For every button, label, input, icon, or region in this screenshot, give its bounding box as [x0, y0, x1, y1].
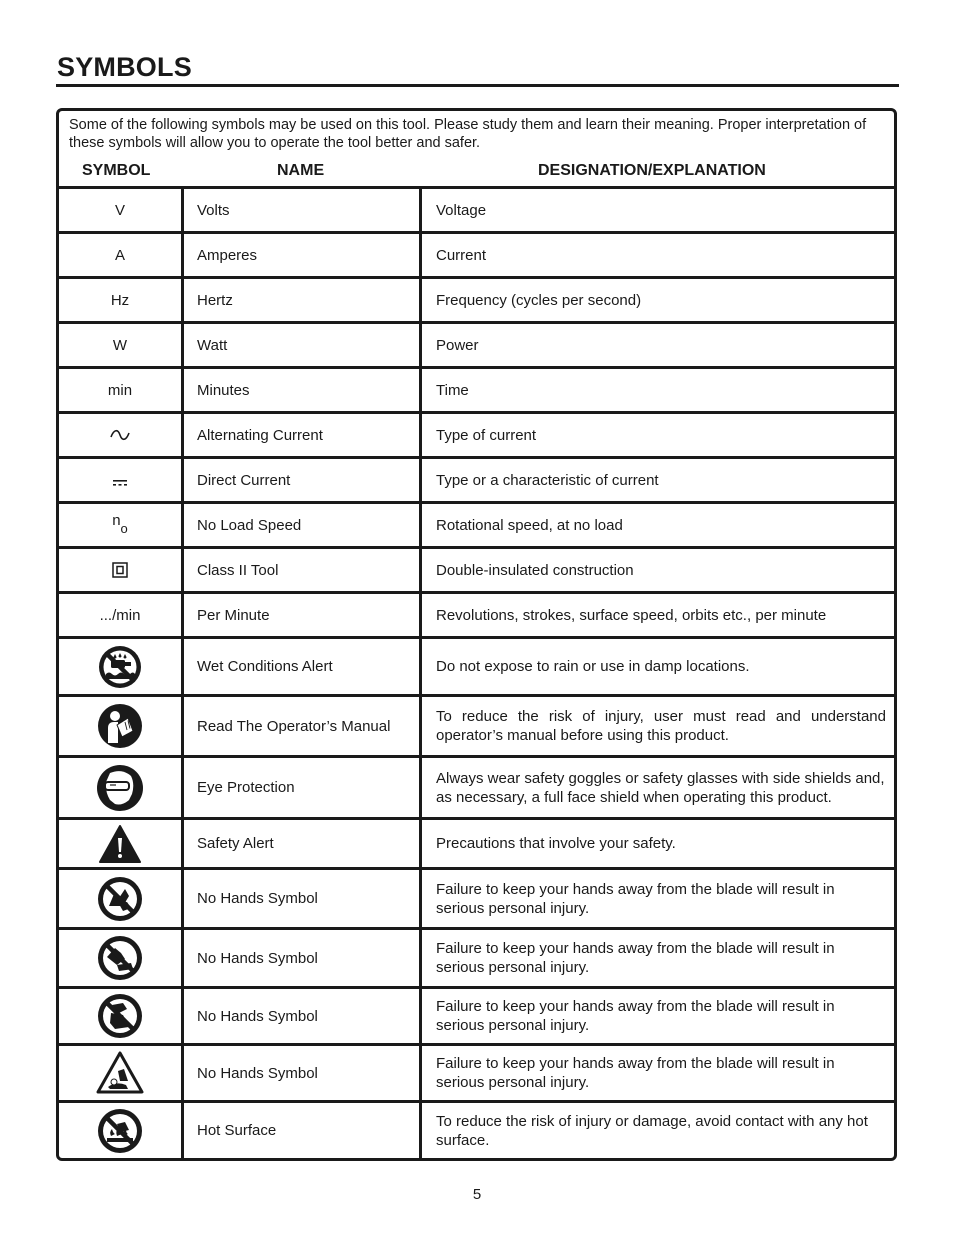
row-name: Direct Current	[197, 471, 291, 489]
row-name: No Load Speed	[197, 516, 302, 534]
page-title: SYMBOLS	[57, 52, 192, 82]
row-description: Rotational speed, at no load	[436, 516, 623, 534]
header-symbol: SYMBOL	[82, 162, 151, 179]
no-hands-warning-icon	[96, 1051, 144, 1095]
row-name: Safety Alert	[197, 835, 274, 852]
table-row	[59, 504, 894, 549]
class-ii-tool-icon	[112, 562, 128, 578]
table-row	[59, 758, 894, 820]
table-row	[59, 324, 894, 369]
table-row	[59, 930, 894, 989]
no-hands-icon	[97, 993, 143, 1039]
row-description: Revolutions, strokes, surface speed, orbits etc., per minute	[436, 606, 827, 624]
row-description: Type of current	[436, 426, 537, 444]
table-row	[59, 1046, 894, 1103]
no-load-speed-symbol: no	[112, 511, 128, 536]
read-manual-icon	[97, 703, 143, 749]
row-name: Class II Tool	[197, 561, 279, 579]
row-description: To reduce the risk of injury, user must read and understand operator’s manual before using this product.	[436, 708, 886, 744]
row-description: Voltage	[436, 201, 487, 219]
table-row	[59, 870, 894, 930]
alternating-current-icon	[109, 428, 131, 442]
row-description: Power	[436, 336, 479, 354]
eye-protection-icon	[95, 764, 145, 812]
table-row	[59, 639, 894, 697]
table-row	[59, 697, 894, 758]
no-hands-icon	[97, 876, 143, 922]
table-row	[59, 594, 894, 639]
row-name: No Hands Symbol	[197, 1007, 318, 1025]
row-name: Per Minute	[197, 606, 270, 624]
row-description: Failure to keep your hands away from the blade will result in serious personal injury.	[436, 880, 835, 917]
symbol-text: .../min	[99, 606, 141, 624]
row-name: Wet Conditions Alert	[197, 658, 333, 675]
row-name: Amperes	[197, 246, 258, 264]
row-description: Failure to keep your hands away from the blade will result in serious personal injury.	[436, 998, 835, 1034]
safety-alert-icon	[98, 824, 142, 864]
row-description: Time	[436, 381, 469, 399]
table-row	[59, 1103, 894, 1161]
row-description: Double-insulated construction	[436, 561, 634, 579]
symbol-text: W	[112, 336, 128, 354]
row-name: Hertz	[197, 291, 233, 309]
row-name: Minutes	[197, 381, 250, 399]
symbol-text: A	[114, 246, 125, 264]
row-description: Frequency (cycles per second)	[436, 291, 642, 309]
row-description: Always wear safety goggles or safety glasses with side shields and, as necessary, a full face shield when operating this product.	[436, 769, 885, 806]
row-description: Type or a characteristic of current	[436, 471, 659, 489]
table-row	[59, 189, 894, 234]
row-description: Precautions that involve your safety.	[436, 835, 676, 852]
symbol-text: V	[114, 201, 125, 219]
symbols-table	[56, 108, 897, 1161]
title-rule	[56, 84, 899, 87]
intro-text: Some of the following symbols may be used on this tool. Please study them and learn their meaning. Proper interpretation of these symbols will allow you to operate the tool better and safer.	[69, 117, 867, 151]
row-name: Eye Protection	[197, 779, 295, 796]
row-name: Hot Surface	[197, 1122, 277, 1139]
table-row	[59, 234, 894, 279]
row-description: To reduce the risk of injury or damage, avoid contact with any hot surface.	[436, 1112, 868, 1149]
row-name: Volts	[197, 201, 230, 219]
page-number: 5	[472, 1186, 482, 1203]
header-name: NAME	[277, 162, 325, 179]
table-row	[59, 414, 894, 459]
table-row	[59, 459, 894, 504]
direct-current-icon	[112, 478, 128, 488]
row-description: Failure to keep your hands away from the blade will result in serious personal injury.	[436, 940, 835, 976]
table-row	[59, 820, 894, 870]
table-row	[59, 279, 894, 324]
row-description: Do not expose to rain or use in damp locations.	[436, 658, 750, 675]
symbol-text: min	[107, 381, 133, 399]
header-designation: DESIGNATION/EXPLANATION	[538, 162, 766, 179]
row-name: No Hands Symbol	[197, 1064, 318, 1082]
table-row	[59, 369, 894, 414]
row-name: Read The Operator’s Manual	[197, 717, 391, 735]
wet-conditions-icon	[97, 644, 143, 690]
row-description: Failure to keep your hands away from the blade will result in serious personal injury.	[436, 1055, 835, 1091]
row-name: Watt	[197, 336, 228, 354]
symbol-text: Hz	[110, 291, 130, 309]
row-name: No Hands Symbol	[197, 949, 318, 967]
table-row	[59, 549, 894, 594]
row-description: Current	[436, 246, 487, 264]
no-hands-icon	[97, 935, 143, 981]
row-name: No Hands Symbol	[197, 890, 318, 907]
table-row	[59, 989, 894, 1046]
hot-surface-icon	[97, 1108, 143, 1154]
row-name: Alternating Current	[197, 426, 323, 444]
